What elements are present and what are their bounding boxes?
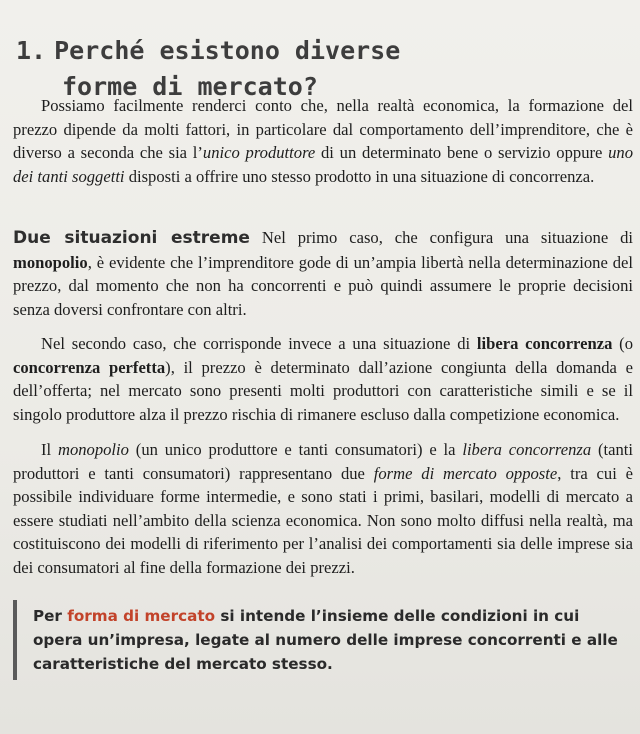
definition-term: forma di mercato [67,607,216,625]
heading-line-1: Perché esistono diverse [54,35,401,65]
paragraph-forme-mercato [13,438,633,580]
definition-text-a: Per [33,607,68,625]
p3-text-a: Nel secondo caso, che corrisponde invece a una situazione di [41,334,477,353]
p4-text-c: (tanti produttori e tanti consumatori) rappresentano due [13,440,633,483]
p1-italic-tanti-soggetti: uno dei tanti soggetti [13,143,633,186]
p4-italic-forme-opposte: forme di mercato opposte [373,463,558,483]
p2-text-a: Nel primo caso, che configura una situazione di [249,228,633,247]
paragraph-concorrenza [13,332,633,426]
p2-text-b: , è evidente che l’imprenditore gode di un’ampia libertà nella determinazione del prezzo, dal momento che non ha concorrenti e può quindi assumere le proprie decisioni senza doversi confrontare con altri. [13,252,633,319]
p2-bold-monopolio: monopolio [13,252,88,272]
p4-italic-libera-concorrenza: libera concorrenza [462,440,592,459]
paragraph-lead-title: Due situazioni estreme [13,228,250,248]
heading-line-2: forme di mercato? [62,71,318,101]
p1-italic-unico-produttore: unico produttore [202,143,316,163]
p4-italic-monopolio: monopolio [57,440,129,459]
p1-text-a: Possiamo facilmente renderci conto che, nella realtà economica, la formazione del prezzo dipende da molti fattori, in particolare dal comportamento dell’imprenditore, che è diverso a seconda che sia l’ [13,96,633,163]
p1-text-b: di un determinato bene o servizio oppure [315,143,609,163]
p3-bold-concorrenza-perfetta: concorrenza perfetta [13,357,166,377]
p3-text-b: (o [612,334,633,353]
definition-text-b: si intende l’insieme delle condizioni in cui opera un’impresa, legate al numero delle imprese concorrenti e alle caratteristiche del mercato stesso. [33,607,618,673]
section-number: 1. [16,35,47,65]
paragraph-monopolio [13,226,633,321]
p4-text-d: , tra cui è possibile individuare forme intermedie, e sono stati i primi, basilari, modelli di mercato a essere studiati nell’ambito della scienza economica. Non sono molto diffusi nella realtà, ma costituiscono dei modelli di riferimento per l’analisi dei comportamenti sia delle imprese sia dei consumatori al fine della formazione dei prezzi. [13,463,633,577]
p1-text-c: disposti a offrire uno stesso prodotto in una situazione di concorrenza. [124,166,595,186]
definition-box [13,600,633,680]
p4-text-b: (un unico produttore e tanti consumatori) e la [128,440,463,459]
p4-text-a: Il [41,440,58,459]
paragraph-intro [13,94,633,188]
p3-text-c: ), il prezzo è determinato dall’azione congiunta della domanda e dell’offerta; nel mercato sono presenti molti produttori con caratteristiche simili e se il singolo produttore alza il prezzo rischia di rimanere escluso dalla competizione economica. [13,357,633,424]
p3-bold-libera-concorrenza: libera concorrenza [476,334,613,353]
